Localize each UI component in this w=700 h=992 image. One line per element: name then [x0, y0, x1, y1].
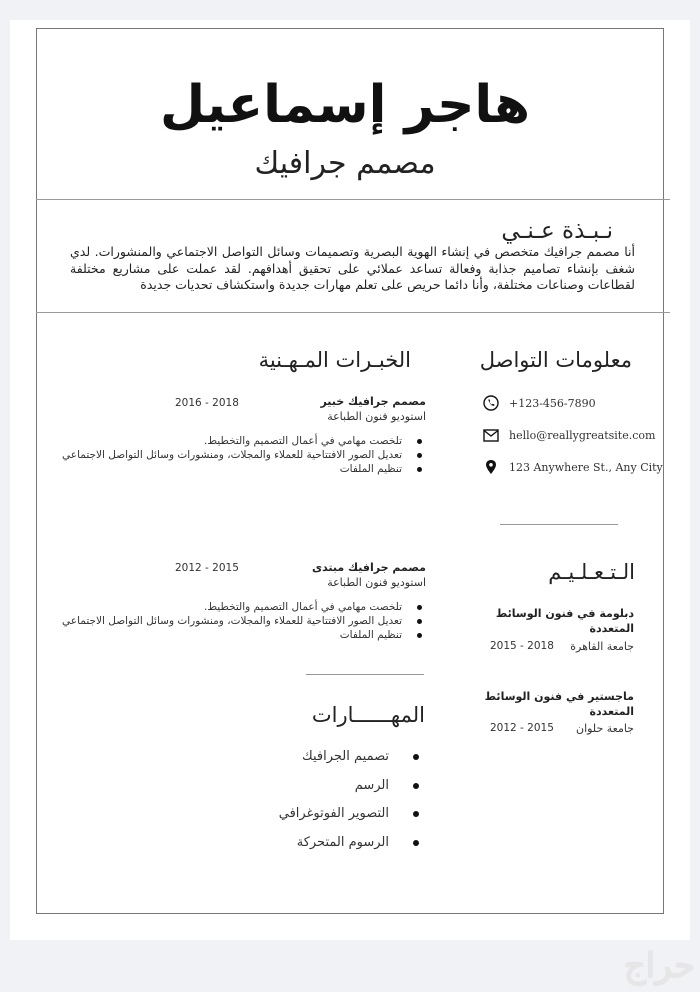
list-item: تعديل الصور الافتتاحية للعملاء والمجلات، ومنشورات وسائل التواصل الاجتماعي	[62, 614, 422, 628]
education-university: جامعة القاهرة	[570, 640, 634, 653]
contact-email[interactable]	[482, 425, 655, 445]
list-item: تنظيم الملفات	[62, 628, 422, 642]
contact-address[interactable]	[482, 457, 663, 477]
job-company: استوديو فنون الطباعة	[327, 410, 426, 423]
education-title: الـتـعـلـيـم	[548, 560, 635, 584]
list-item: التصوير الفوتوغرافي	[279, 800, 419, 829]
candidate-job-title: مصمم جرافيك	[254, 146, 436, 181]
contact-title: معلومات التواصل	[479, 348, 632, 372]
education-years: 2015 - 2018	[490, 640, 554, 652]
experience-title: الخبـرات المـهـنية	[258, 348, 411, 372]
contact-phone[interactable]	[482, 393, 596, 413]
list-item: تلخصت مهامي في أعمال التصميم والتخطيط.	[62, 600, 422, 614]
about-text: أنا مصمم جرافيك متخصص في إنشاء الهوية البصرية وتصميمات وسائل التواصل الاجتماعي والمنشورات. لدي شغف بإنشاء تصاميم جذابة وفعالة تساعد عملائي على تحقيق أهدافهم. لقد عملت على مشاريع مختلفة لقطاعات وصناعات مختلفة، وأنا دائما حريص على تعلم مهارات جديدة واستكشاف تحديات جديدة	[70, 244, 635, 292]
section-divider	[500, 524, 618, 525]
education-degree: دبلومة في فنون الوسائط المتعددة	[495, 607, 634, 635]
job-title: مصمم جرافيك مبتدى	[311, 561, 426, 574]
about-title: نـبـذة عـنـي	[501, 218, 613, 244]
education-years: 2012 - 2015	[490, 722, 554, 734]
about-divider	[36, 312, 670, 313]
job-company: استوديو فنون الطباعة	[327, 576, 426, 589]
list-item: الرسم	[279, 772, 419, 801]
candidate-name: هاجر إسماعيل	[159, 75, 531, 135]
education-university: جامعة حلوان	[575, 722, 634, 735]
location-pin-icon	[482, 458, 500, 476]
list-item: تعديل الصور الافتتاحية للعملاء والمجلات، ومنشورات وسائل التواصل الاجتماعي	[62, 448, 422, 462]
email-text: hello@reallygreatsite.com	[509, 428, 656, 442]
job-dates: 2016 - 2018	[175, 397, 239, 409]
section-divider	[306, 674, 424, 675]
phone-icon	[482, 394, 500, 412]
education-degree: ماجستير في فنون الوسائط المتعددة	[484, 690, 634, 718]
header-divider	[36, 199, 670, 200]
skills-list	[279, 743, 419, 857]
job-duties	[62, 434, 422, 476]
job-dates: 2012 - 2015	[175, 562, 239, 574]
address-text: 123 Anywhere St., Any City	[509, 460, 663, 474]
list-item: الرسوم المتحركة	[279, 829, 419, 858]
mail-icon	[482, 426, 500, 444]
job-duties	[62, 600, 422, 642]
skills-title: المهــــــارات	[311, 703, 425, 727]
list-item: تلخصت مهامي في أعمال التصميم والتخطيط.	[62, 434, 422, 448]
job-title: مصمم جرافيك خبير	[320, 395, 426, 408]
phone-text: +123-456-7890	[509, 396, 596, 410]
list-item: تصميم الجرافيك	[279, 743, 419, 772]
list-item: تنظيم الملفات	[62, 462, 422, 476]
haraj-watermark: حراج	[623, 946, 695, 986]
